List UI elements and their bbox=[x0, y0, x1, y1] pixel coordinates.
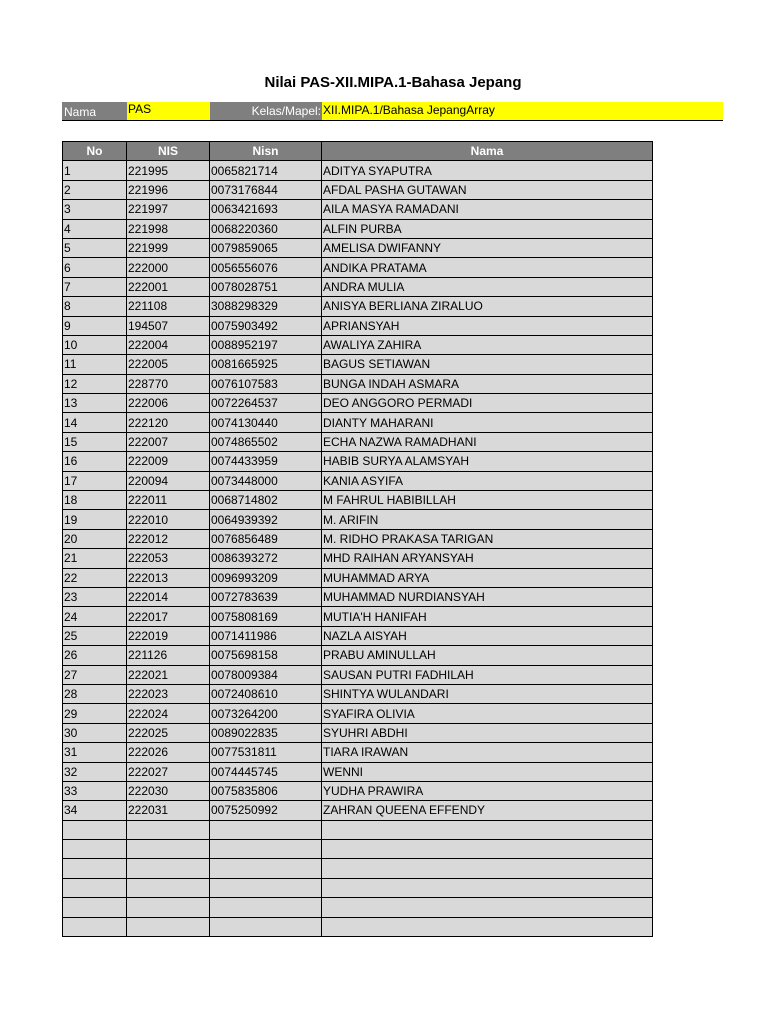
cell-nis[interactable]: 222019 bbox=[127, 626, 210, 645]
nama-value[interactable]: PAS bbox=[127, 102, 210, 121]
cell-nisn[interactable]: 0077531811 bbox=[210, 743, 322, 762]
cell-nama[interactable]: NAZLA AISYAH bbox=[322, 626, 653, 645]
cell-nisn[interactable]: 0081665925 bbox=[210, 355, 322, 374]
page-title: Nilai PAS-XII.MIPA.1-Bahasa Jepang bbox=[264, 74, 522, 91]
table-row bbox=[63, 878, 653, 897]
cell-nisn[interactable]: 0089022835 bbox=[210, 723, 322, 742]
cell-nama[interactable]: AWALIYA ZAHIRA bbox=[322, 335, 653, 354]
table-row bbox=[63, 510, 653, 529]
table-row bbox=[63, 374, 653, 393]
cell-nama[interactable]: SYAFIRA OLIVIA bbox=[322, 704, 653, 723]
cell-nisn[interactable]: 0073176844 bbox=[210, 180, 322, 199]
cell-nis[interactable]: 194507 bbox=[127, 316, 210, 335]
table-row bbox=[63, 452, 653, 471]
table-row bbox=[63, 471, 653, 490]
cell-no[interactable]: 4 bbox=[63, 219, 127, 238]
cell-nisn[interactable]: 0076856489 bbox=[210, 529, 322, 548]
cell-nama[interactable]: M. ARIFIN bbox=[322, 510, 653, 529]
cell-nama[interactable]: KANIA ASYIFA bbox=[322, 471, 653, 490]
cell-nama[interactable]: MHD RAIHAN ARYANSYAH bbox=[322, 549, 653, 568]
cell-nama[interactable]: ANISYA BERLIANA ZIRALUO bbox=[322, 297, 653, 316]
table-row bbox=[63, 413, 653, 432]
cell-no[interactable]: 2 bbox=[63, 180, 127, 199]
cell-nama[interactable]: SHINTYA WULANDARI bbox=[322, 684, 653, 703]
table-row bbox=[63, 316, 653, 335]
kelas-label: Kelas/Mapel: bbox=[210, 102, 322, 121]
table-row bbox=[63, 568, 653, 587]
cell-no[interactable]: 32 bbox=[63, 762, 127, 781]
table-row bbox=[63, 665, 653, 684]
cell-nisn[interactable]: 0075808169 bbox=[210, 607, 322, 626]
student-table bbox=[62, 141, 653, 937]
table-row bbox=[63, 898, 653, 917]
table-row bbox=[63, 762, 653, 781]
cell-nisn[interactable]: 0073264200 bbox=[210, 704, 322, 723]
cell-nis[interactable] bbox=[127, 898, 210, 917]
table-row bbox=[63, 607, 653, 626]
cell-no[interactable] bbox=[63, 917, 127, 936]
cell-nis[interactable]: 222000 bbox=[127, 258, 210, 277]
table-row bbox=[63, 335, 653, 354]
cell-no[interactable]: 33 bbox=[63, 781, 127, 800]
cell-nis[interactable]: 222006 bbox=[127, 394, 210, 413]
cell-nis[interactable]: 221995 bbox=[127, 161, 210, 180]
cell-nis[interactable]: 228770 bbox=[127, 374, 210, 393]
cell-nis[interactable]: 222120 bbox=[127, 413, 210, 432]
cell-nama[interactable]: AILA MASYA RAMADANI bbox=[322, 200, 653, 219]
cell-nama[interactable]: AMELISA DWIFANNY bbox=[322, 238, 653, 257]
cell-nis[interactable]: 222031 bbox=[127, 801, 210, 820]
cell-nisn[interactable]: 0074865502 bbox=[210, 432, 322, 451]
cell-nis[interactable] bbox=[127, 840, 210, 859]
cell-nisn[interactable]: 0079859065 bbox=[210, 238, 322, 257]
table-row bbox=[63, 258, 653, 277]
cell-nisn[interactable]: 0075250992 bbox=[210, 801, 322, 820]
cell-nisn[interactable] bbox=[210, 859, 322, 878]
table-body bbox=[63, 161, 653, 937]
cell-nisn[interactable]: 0063421693 bbox=[210, 200, 322, 219]
cell-nisn[interactable]: 0078009384 bbox=[210, 665, 322, 684]
table-row bbox=[63, 626, 653, 645]
cell-no[interactable]: 14 bbox=[63, 413, 127, 432]
table-row bbox=[63, 529, 653, 548]
cell-nama[interactable]: ADITYA SYAPUTRA bbox=[322, 161, 653, 180]
cell-nis[interactable]: 222021 bbox=[127, 665, 210, 684]
table-row bbox=[63, 587, 653, 606]
cell-nama[interactable]: DEO ANGGORO PERMADI bbox=[322, 394, 653, 413]
cell-nisn[interactable]: 0074445745 bbox=[210, 762, 322, 781]
cell-nisn[interactable] bbox=[210, 898, 322, 917]
cell-nama[interactable] bbox=[322, 898, 653, 917]
cell-nis[interactable]: 222007 bbox=[127, 432, 210, 451]
cell-nama[interactable]: ANDIKA PRATAMA bbox=[322, 258, 653, 277]
cell-nis[interactable]: 222001 bbox=[127, 277, 210, 296]
cell-nis[interactable] bbox=[127, 878, 210, 897]
cell-nama[interactable] bbox=[322, 917, 653, 936]
cell-nis[interactable]: 222023 bbox=[127, 684, 210, 703]
cell-nis[interactable]: 221996 bbox=[127, 180, 210, 199]
cell-no[interactable] bbox=[63, 820, 127, 839]
table-row bbox=[63, 801, 653, 820]
cell-nis[interactable]: 221999 bbox=[127, 238, 210, 257]
cell-nama[interactable] bbox=[322, 878, 653, 897]
cell-nis[interactable] bbox=[127, 917, 210, 936]
cell-no[interactable]: 20 bbox=[63, 529, 127, 548]
cell-nama[interactable]: MUHAMMAD ARYA bbox=[322, 568, 653, 587]
cell-nis[interactable]: 222025 bbox=[127, 723, 210, 742]
cell-no[interactable] bbox=[63, 898, 127, 917]
cell-nama[interactable]: SYUHRI ABDHI bbox=[322, 723, 653, 742]
cell-nama[interactable]: ZAHRAN QUEENA EFFENDY bbox=[322, 801, 653, 820]
table-row bbox=[63, 684, 653, 703]
nama-label: Nama bbox=[62, 102, 127, 121]
table-row bbox=[63, 781, 653, 800]
cell-nama[interactable]: APRIANSYAH bbox=[322, 316, 653, 335]
cell-nisn[interactable]: 0075903492 bbox=[210, 316, 322, 335]
table-row bbox=[63, 646, 653, 665]
cell-no[interactable]: 25 bbox=[63, 626, 127, 645]
cell-no[interactable]: 11 bbox=[63, 355, 127, 374]
cell-nama[interactable]: SAUSAN PUTRI FADHILAH bbox=[322, 665, 653, 684]
table-row bbox=[63, 432, 653, 451]
cell-nis[interactable]: 222011 bbox=[127, 491, 210, 510]
cell-nama[interactable]: AFDAL PASHA GUTAWAN bbox=[322, 180, 653, 199]
cell-nis[interactable]: 222053 bbox=[127, 549, 210, 568]
table-row bbox=[63, 743, 653, 762]
cell-no[interactable] bbox=[63, 878, 127, 897]
cell-no[interactable]: 30 bbox=[63, 723, 127, 742]
cell-no[interactable]: 29 bbox=[63, 704, 127, 723]
cell-nisn[interactable] bbox=[210, 917, 322, 936]
cell-no[interactable]: 9 bbox=[63, 316, 127, 335]
cell-no[interactable]: 13 bbox=[63, 394, 127, 413]
cell-nis[interactable]: 222014 bbox=[127, 587, 210, 606]
cell-nama[interactable]: DIANTY MAHARANI bbox=[322, 413, 653, 432]
cell-nisn[interactable]: 0075835806 bbox=[210, 781, 322, 800]
cell-nis[interactable]: 221997 bbox=[127, 200, 210, 219]
cell-nama[interactable] bbox=[322, 820, 653, 839]
table-row bbox=[63, 859, 653, 878]
cell-nisn[interactable]: 0074433959 bbox=[210, 452, 322, 471]
cell-nis[interactable] bbox=[127, 820, 210, 839]
cell-nisn[interactable] bbox=[210, 820, 322, 839]
cell-nisn[interactable]: 3088298329 bbox=[210, 297, 322, 316]
cell-no[interactable] bbox=[63, 840, 127, 859]
cell-nisn[interactable]: 0076107583 bbox=[210, 374, 322, 393]
cell-no[interactable]: 6 bbox=[63, 258, 127, 277]
table-row bbox=[63, 840, 653, 859]
cell-no[interactable]: 17 bbox=[63, 471, 127, 490]
cell-nis[interactable]: 221998 bbox=[127, 219, 210, 238]
table-row bbox=[63, 394, 653, 413]
cell-no[interactable]: 34 bbox=[63, 801, 127, 820]
header-nama: Nama bbox=[322, 142, 653, 161]
cell-nama[interactable]: BAGUS SETIAWAN bbox=[322, 355, 653, 374]
cell-nisn[interactable]: 0086393272 bbox=[210, 549, 322, 568]
cell-nisn[interactable]: 0071411986 bbox=[210, 626, 322, 645]
cell-nisn[interactable]: 0072783639 bbox=[210, 587, 322, 606]
cell-nama[interactable]: HABIB SURYA ALAMSYAH bbox=[322, 452, 653, 471]
cell-nama[interactable]: ALFIN PURBA bbox=[322, 219, 653, 238]
cell-no[interactable]: 12 bbox=[63, 374, 127, 393]
cell-nama[interactable]: TIARA IRAWAN bbox=[322, 743, 653, 762]
cell-nisn[interactable]: 0072408610 bbox=[210, 684, 322, 703]
cell-nis[interactable]: 222005 bbox=[127, 355, 210, 374]
cell-nama[interactable]: BUNGA INDAH ASMARA bbox=[322, 374, 653, 393]
cell-no[interactable]: 16 bbox=[63, 452, 127, 471]
cell-nis[interactable]: 222030 bbox=[127, 781, 210, 800]
cell-nis[interactable]: 222024 bbox=[127, 704, 210, 723]
cell-nis[interactable]: 222012 bbox=[127, 529, 210, 548]
table-header-row bbox=[63, 142, 653, 161]
cell-no[interactable]: 10 bbox=[63, 335, 127, 354]
cell-nis[interactable] bbox=[127, 859, 210, 878]
table-row bbox=[63, 723, 653, 742]
cell-nis[interactable]: 222026 bbox=[127, 743, 210, 762]
table-row bbox=[63, 277, 653, 296]
cell-nisn[interactable]: 0074130440 bbox=[210, 413, 322, 432]
cell-nisn[interactable] bbox=[210, 840, 322, 859]
cell-nisn[interactable]: 0088952197 bbox=[210, 335, 322, 354]
cell-nama[interactable] bbox=[322, 859, 653, 878]
table-row bbox=[63, 820, 653, 839]
cell-no[interactable]: 21 bbox=[63, 549, 127, 568]
cell-nisn[interactable]: 0065821714 bbox=[210, 161, 322, 180]
cell-no[interactable]: 28 bbox=[63, 684, 127, 703]
cell-no[interactable]: 1 bbox=[63, 161, 127, 180]
cell-nama[interactable]: MUHAMMAD NURDIANSYAH bbox=[322, 587, 653, 606]
table-row bbox=[63, 704, 653, 723]
cell-nama[interactable]: PRABU AMINULLAH bbox=[322, 646, 653, 665]
cell-nama[interactable]: WENNI bbox=[322, 762, 653, 781]
header-no: No bbox=[63, 142, 127, 161]
cell-no[interactable]: 23 bbox=[63, 587, 127, 606]
cell-nama[interactable]: M. RIDHO PRAKASA TARIGAN bbox=[322, 529, 653, 548]
cell-no[interactable]: 7 bbox=[63, 277, 127, 296]
cell-nisn[interactable] bbox=[210, 878, 322, 897]
cell-nisn[interactable]: 0056556076 bbox=[210, 258, 322, 277]
cell-no[interactable]: 27 bbox=[63, 665, 127, 684]
table-row bbox=[63, 917, 653, 936]
cell-nis[interactable]: 222013 bbox=[127, 568, 210, 587]
cell-nisn[interactable]: 0075698158 bbox=[210, 646, 322, 665]
cell-no[interactable] bbox=[63, 859, 127, 878]
cell-nisn[interactable]: 0064939392 bbox=[210, 510, 322, 529]
table-row bbox=[63, 491, 653, 510]
cell-nama[interactable]: ANDRA MULIA bbox=[322, 277, 653, 296]
cell-no[interactable]: 26 bbox=[63, 646, 127, 665]
cell-nis[interactable]: 222010 bbox=[127, 510, 210, 529]
table-row bbox=[63, 219, 653, 238]
header-nisn: Nisn bbox=[210, 142, 322, 161]
kelas-value[interactable]: XII.MIPA.1/Bahasa JepangArray bbox=[322, 102, 723, 121]
cell-no[interactable]: 22 bbox=[63, 568, 127, 587]
cell-no[interactable]: 31 bbox=[63, 743, 127, 762]
cell-nis[interactable]: 221126 bbox=[127, 646, 210, 665]
cell-nama[interactable] bbox=[322, 840, 653, 859]
cell-no[interactable]: 19 bbox=[63, 510, 127, 529]
cell-nama[interactable]: YUDHA PRAWIRA bbox=[322, 781, 653, 800]
cell-no[interactable]: 3 bbox=[63, 200, 127, 219]
cell-nisn[interactable]: 0068220360 bbox=[210, 219, 322, 238]
table-row bbox=[63, 549, 653, 568]
table-row bbox=[63, 200, 653, 219]
table-row bbox=[63, 238, 653, 257]
cell-no[interactable]: 8 bbox=[63, 297, 127, 316]
cell-no[interactable]: 18 bbox=[63, 491, 127, 510]
cell-nama[interactable]: M FAHRUL HABIBILLAH bbox=[322, 491, 653, 510]
cell-nis[interactable]: 222017 bbox=[127, 607, 210, 626]
cell-nis[interactable]: 221108 bbox=[127, 297, 210, 316]
cell-nama[interactable]: MUTIA'H HANIFAH bbox=[322, 607, 653, 626]
cell-no[interactable]: 24 bbox=[63, 607, 127, 626]
table-row bbox=[63, 180, 653, 199]
cell-nisn[interactable]: 0072264537 bbox=[210, 394, 322, 413]
table-row bbox=[63, 161, 653, 180]
cell-nama[interactable]: ECHA NAZWA RAMADHANI bbox=[322, 432, 653, 451]
table-row bbox=[63, 297, 653, 316]
cell-nis[interactable]: 222004 bbox=[127, 335, 210, 354]
cell-nisn[interactable]: 0096993209 bbox=[210, 568, 322, 587]
header-nis: NIS bbox=[127, 142, 210, 161]
cell-nis[interactable]: 222027 bbox=[127, 762, 210, 781]
cell-nis[interactable]: 220094 bbox=[127, 471, 210, 490]
cell-nis[interactable]: 222009 bbox=[127, 452, 210, 471]
cell-no[interactable]: 5 bbox=[63, 238, 127, 257]
cell-nisn[interactable]: 0073448000 bbox=[210, 471, 322, 490]
table-row bbox=[63, 355, 653, 374]
cell-no[interactable]: 15 bbox=[63, 432, 127, 451]
cell-nisn[interactable]: 0068714802 bbox=[210, 491, 322, 510]
cell-nisn[interactable]: 0078028751 bbox=[210, 277, 322, 296]
